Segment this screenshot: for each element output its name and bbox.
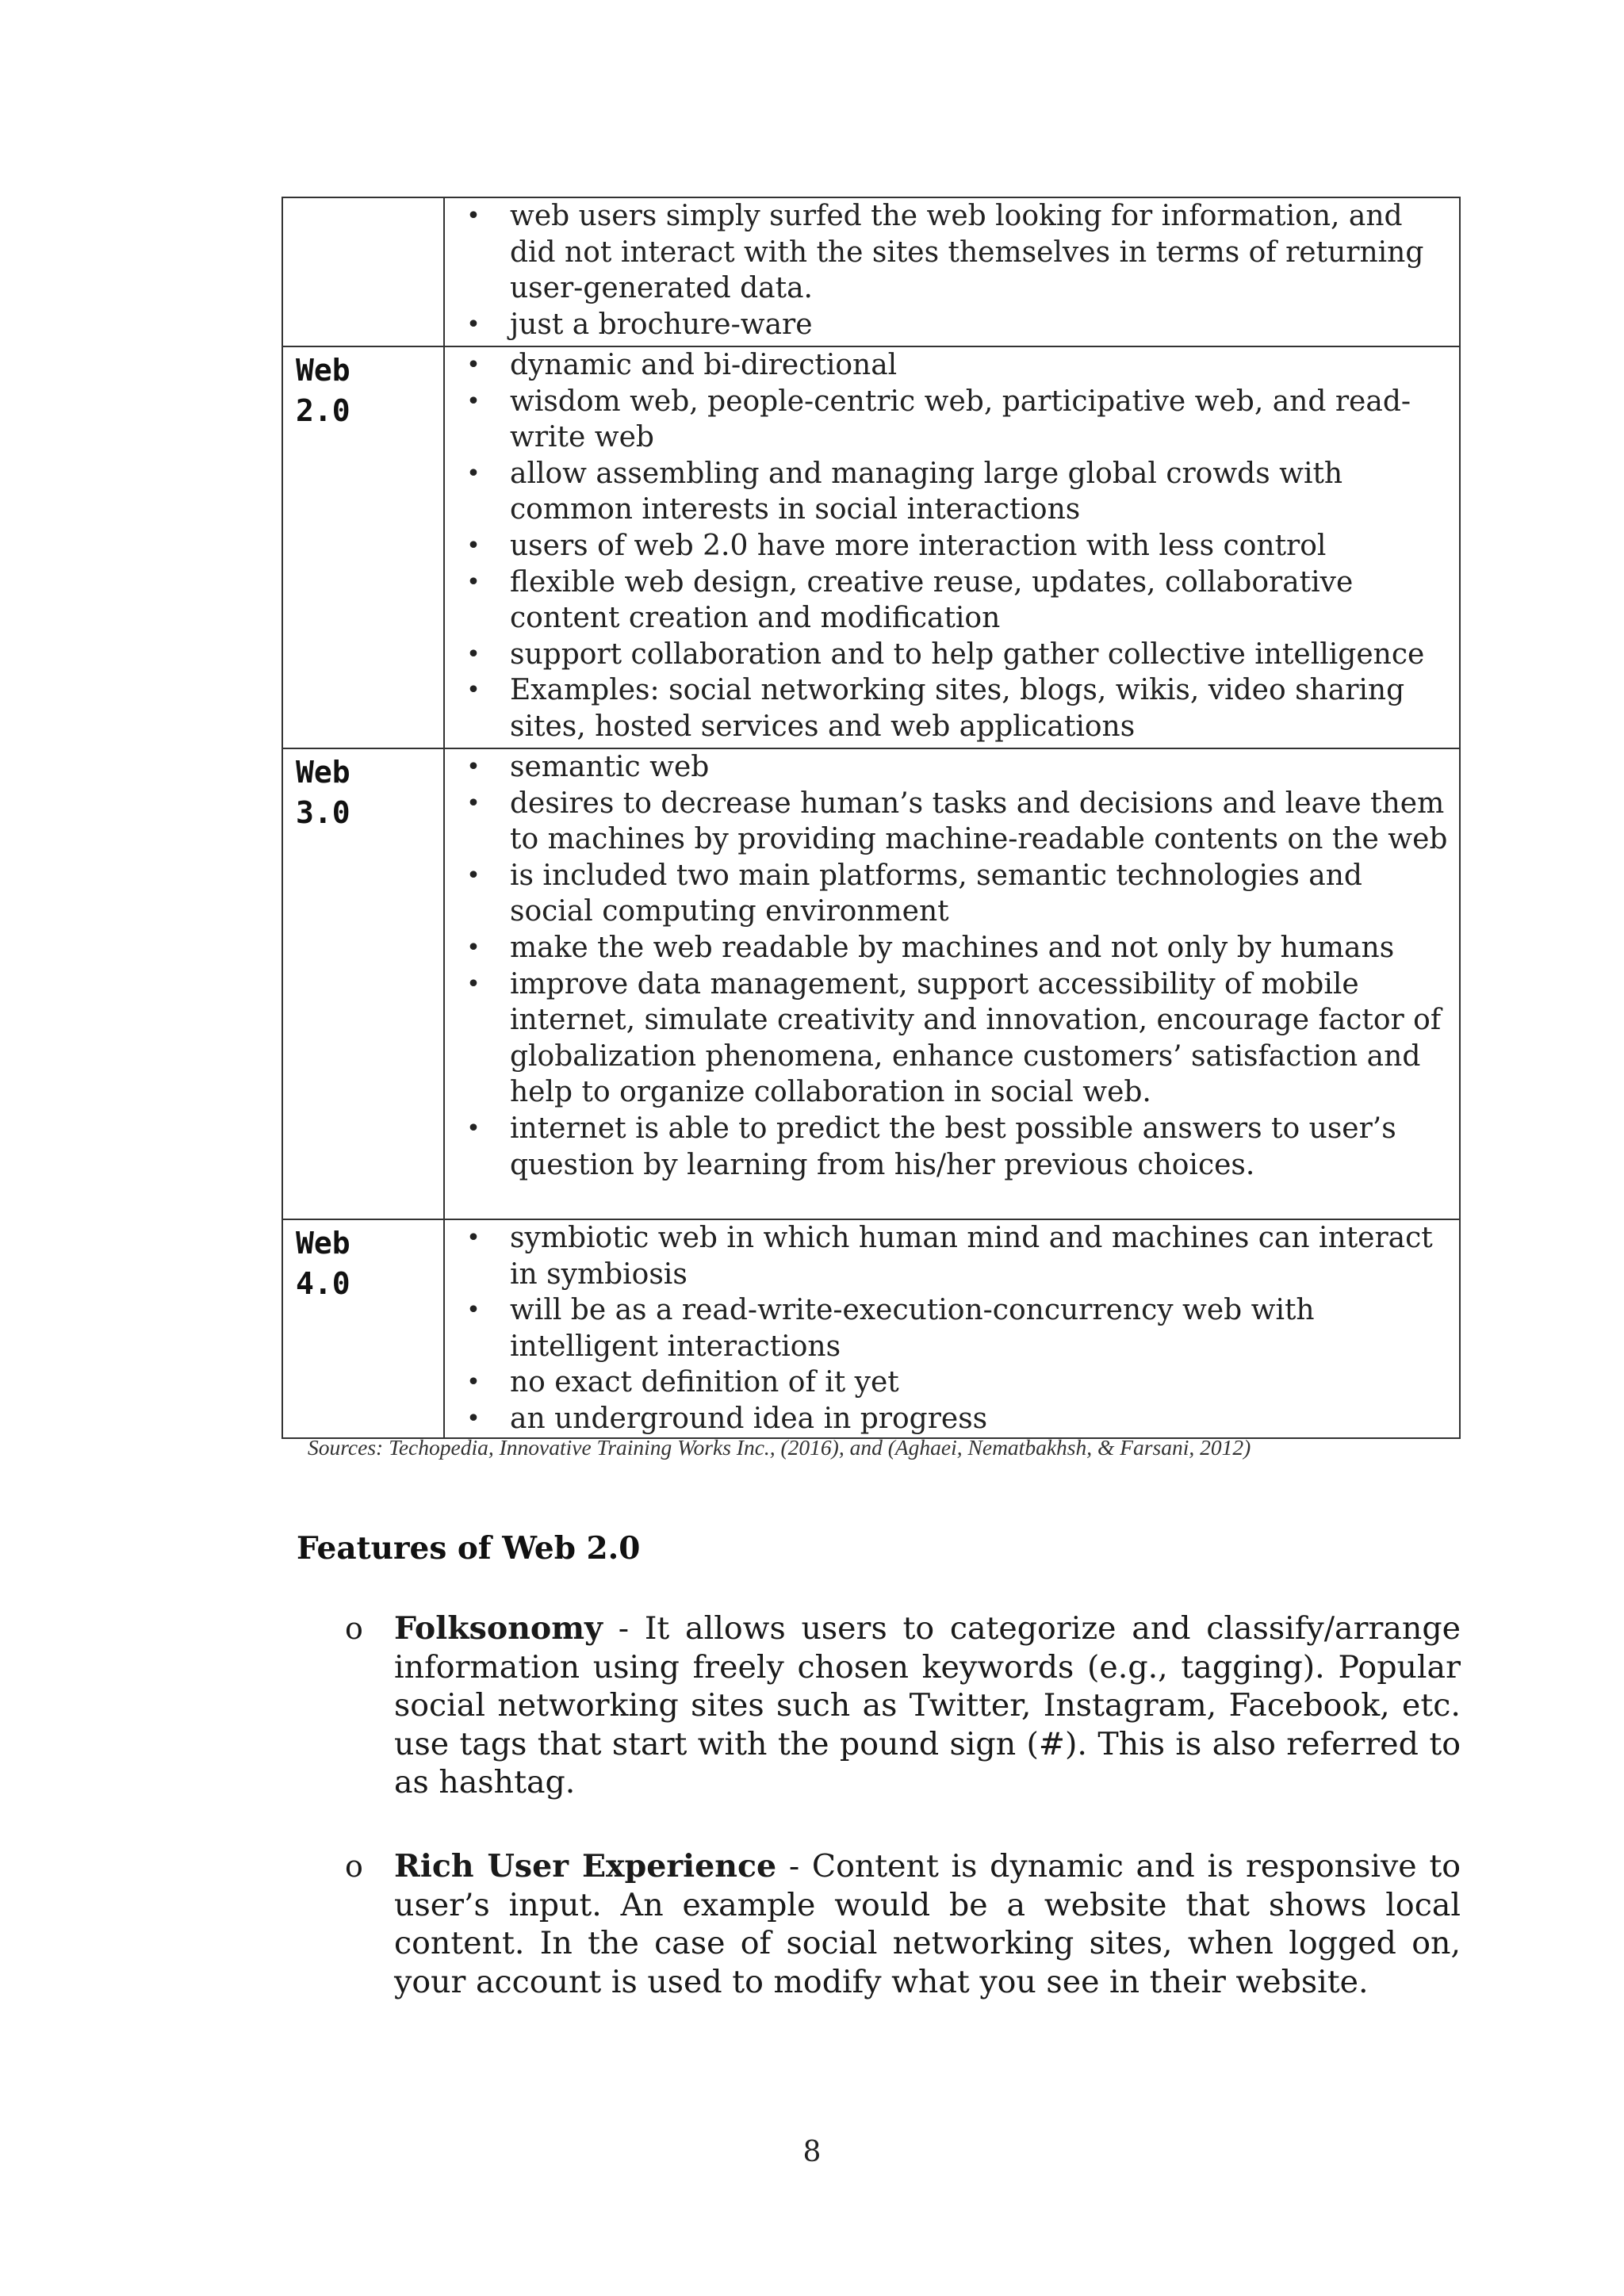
bullet-icon: • — [466, 202, 481, 230]
feature-description: - It allows users to categorize and classify/arrange information using freely chosen keywords (e.g., tagging). Popular social networking sites such as Twitter, Instagram, Facebook, etc. use tags that start with the pound sign (#). This is also referred to as hashtag. — [394, 1610, 1461, 1800]
list-item-text: improve data management, support accessibility of mobile internet, simulate creativity and innovation, encourage factor of globalization phenomena, enhance customers’ satisfaction and help to organize collaboration in social web. — [510, 967, 1442, 1109]
feature-description: - Content is dynamic and is responsive to user’s input. An example would be a website that shows local content. In the case of social networking sites, when logged on, your account is used to modify what you see in their website. — [394, 1848, 1461, 2000]
row-label-cell — [282, 748, 444, 1219]
bullet-icon: • — [466, 568, 481, 596]
bullet-icon: • — [466, 1224, 481, 1252]
bullet-icon: • — [466, 640, 481, 668]
list-item-text: flexible web design, creative reuse, updates, collaborative content creation and modification — [510, 565, 1354, 635]
bullet-list — [445, 749, 1459, 1183]
row-label-line: 2.0 — [296, 393, 350, 428]
row-content-cell — [444, 1219, 1460, 1438]
row-label-line: 3.0 — [296, 795, 350, 830]
bullet-icon: • — [466, 459, 481, 488]
bullet-icon: • — [466, 387, 481, 415]
row-label-cell — [282, 346, 444, 748]
table-row — [282, 346, 1460, 748]
list-item-text: make the web readable by machines and not only by humans — [510, 931, 1395, 964]
list-item-text: dynamic and bi-directional — [510, 349, 898, 381]
list-item-text: will be as a read-write-execution-concurrency web with intelligent interactions — [510, 1294, 1315, 1363]
feature-item-rich-user-experience — [345, 1847, 1461, 2001]
table-sources-caption: Sources: Techopedia, Innovative Training Works Inc., (2016), and (Aghaei, Nematbakhsh, & Farsani, 2012) — [308, 1435, 1251, 1460]
list-item-text: desires to decrease human’s tasks and decisions and leave them to machines by providing machine-readable contents on the web — [510, 786, 1448, 856]
row-label-cell — [282, 1219, 444, 1438]
list-item — [445, 347, 1451, 384]
bullet-icon: • — [466, 970, 481, 998]
list-item-text: just a brochure-ware — [510, 308, 813, 341]
bullet-icon: • — [466, 789, 481, 817]
bullet-list — [445, 198, 1459, 342]
list-item — [445, 637, 1451, 673]
row-content-cell — [444, 748, 1460, 1219]
row-label-line: 4.0 — [296, 1266, 350, 1301]
list-item-text: support collaboration and to help gather collective intelligence — [510, 637, 1425, 671]
row-label-line: Web — [296, 353, 350, 388]
bullet-icon: • — [466, 351, 481, 379]
list-item-text: semantic web — [510, 751, 710, 783]
row-content-cell — [444, 197, 1460, 346]
bullet-icon: • — [466, 1368, 481, 1397]
bullet-icon: • — [466, 1296, 481, 1325]
bullet-icon: • — [466, 861, 481, 890]
bullet-icon: • — [466, 676, 481, 705]
table-row — [282, 748, 1460, 1219]
list-item — [445, 930, 1451, 966]
feature-term: Folksonomy — [394, 1610, 603, 1647]
list-item — [445, 198, 1451, 307]
page-number: 8 — [802, 2136, 822, 2168]
feature-item-folksonomy — [345, 1609, 1461, 1802]
bullet-icon: • — [466, 1404, 481, 1433]
bullet-list — [445, 1220, 1459, 1437]
list-item — [445, 858, 1451, 930]
circle-bullet-icon: o — [345, 1611, 363, 1646]
list-item — [445, 1292, 1451, 1364]
list-item-text: users of web 2.0 have more interaction with less control — [510, 529, 1327, 562]
bullet-icon: • — [466, 1114, 481, 1142]
list-item — [445, 786, 1451, 858]
list-item — [445, 1364, 1451, 1401]
bullet-icon: • — [466, 753, 481, 781]
list-item — [445, 564, 1451, 637]
list-item-text: symbiotic web in which human mind and machines can interact in symbiosis — [510, 1222, 1433, 1291]
row-label-line: Web — [296, 755, 350, 790]
list-item — [445, 456, 1451, 528]
bullet-list — [445, 347, 1459, 745]
list-item — [445, 384, 1451, 456]
list-item-text: web users simply surfed the web looking for information, and did not interact with the sites themselves in terms of returning user-generated data. — [510, 200, 1424, 305]
row-label-cell — [282, 197, 444, 346]
row-label-line: Web — [296, 1226, 350, 1261]
table-row — [282, 197, 1460, 346]
list-item-text: Examples: social networking sites, blogs, wikis, video sharing sites, hosted services and web applications — [510, 674, 1405, 743]
list-item — [445, 966, 1451, 1111]
list-item — [445, 307, 1451, 343]
list-item-text: is included two main platforms, semantic technologies and social computing environment — [510, 859, 1362, 928]
list-item-text: allow assembling and managing large global crowds with common interests in social interactions — [510, 457, 1343, 526]
list-item-text: an underground idea in progress — [510, 1402, 988, 1435]
list-item — [445, 1111, 1451, 1183]
list-item — [445, 672, 1451, 744]
bullet-icon: • — [466, 310, 481, 339]
list-item-text: no exact definition of it yet — [510, 1366, 899, 1399]
list-item — [445, 749, 1451, 786]
list-item-text: internet is able to predict the best possible answers to user’s question by learning from his/her previous choices. — [510, 1112, 1396, 1181]
web-comparison-table — [282, 197, 1461, 1439]
list-item-text: wisdom web, people-centric web, participative web, and read-write web — [510, 385, 1411, 454]
table-row — [282, 1219, 1460, 1438]
circle-bullet-icon: o — [345, 1849, 363, 1884]
list-item — [445, 1401, 1451, 1437]
bullet-icon: • — [466, 531, 481, 560]
feature-term: Rich User Experience — [394, 1848, 777, 1885]
list-item — [445, 528, 1451, 564]
section-heading: Features of Web 2.0 — [297, 1530, 641, 1567]
row-content-cell — [444, 346, 1460, 748]
bullet-icon: • — [466, 933, 481, 962]
list-item — [445, 1220, 1451, 1292]
